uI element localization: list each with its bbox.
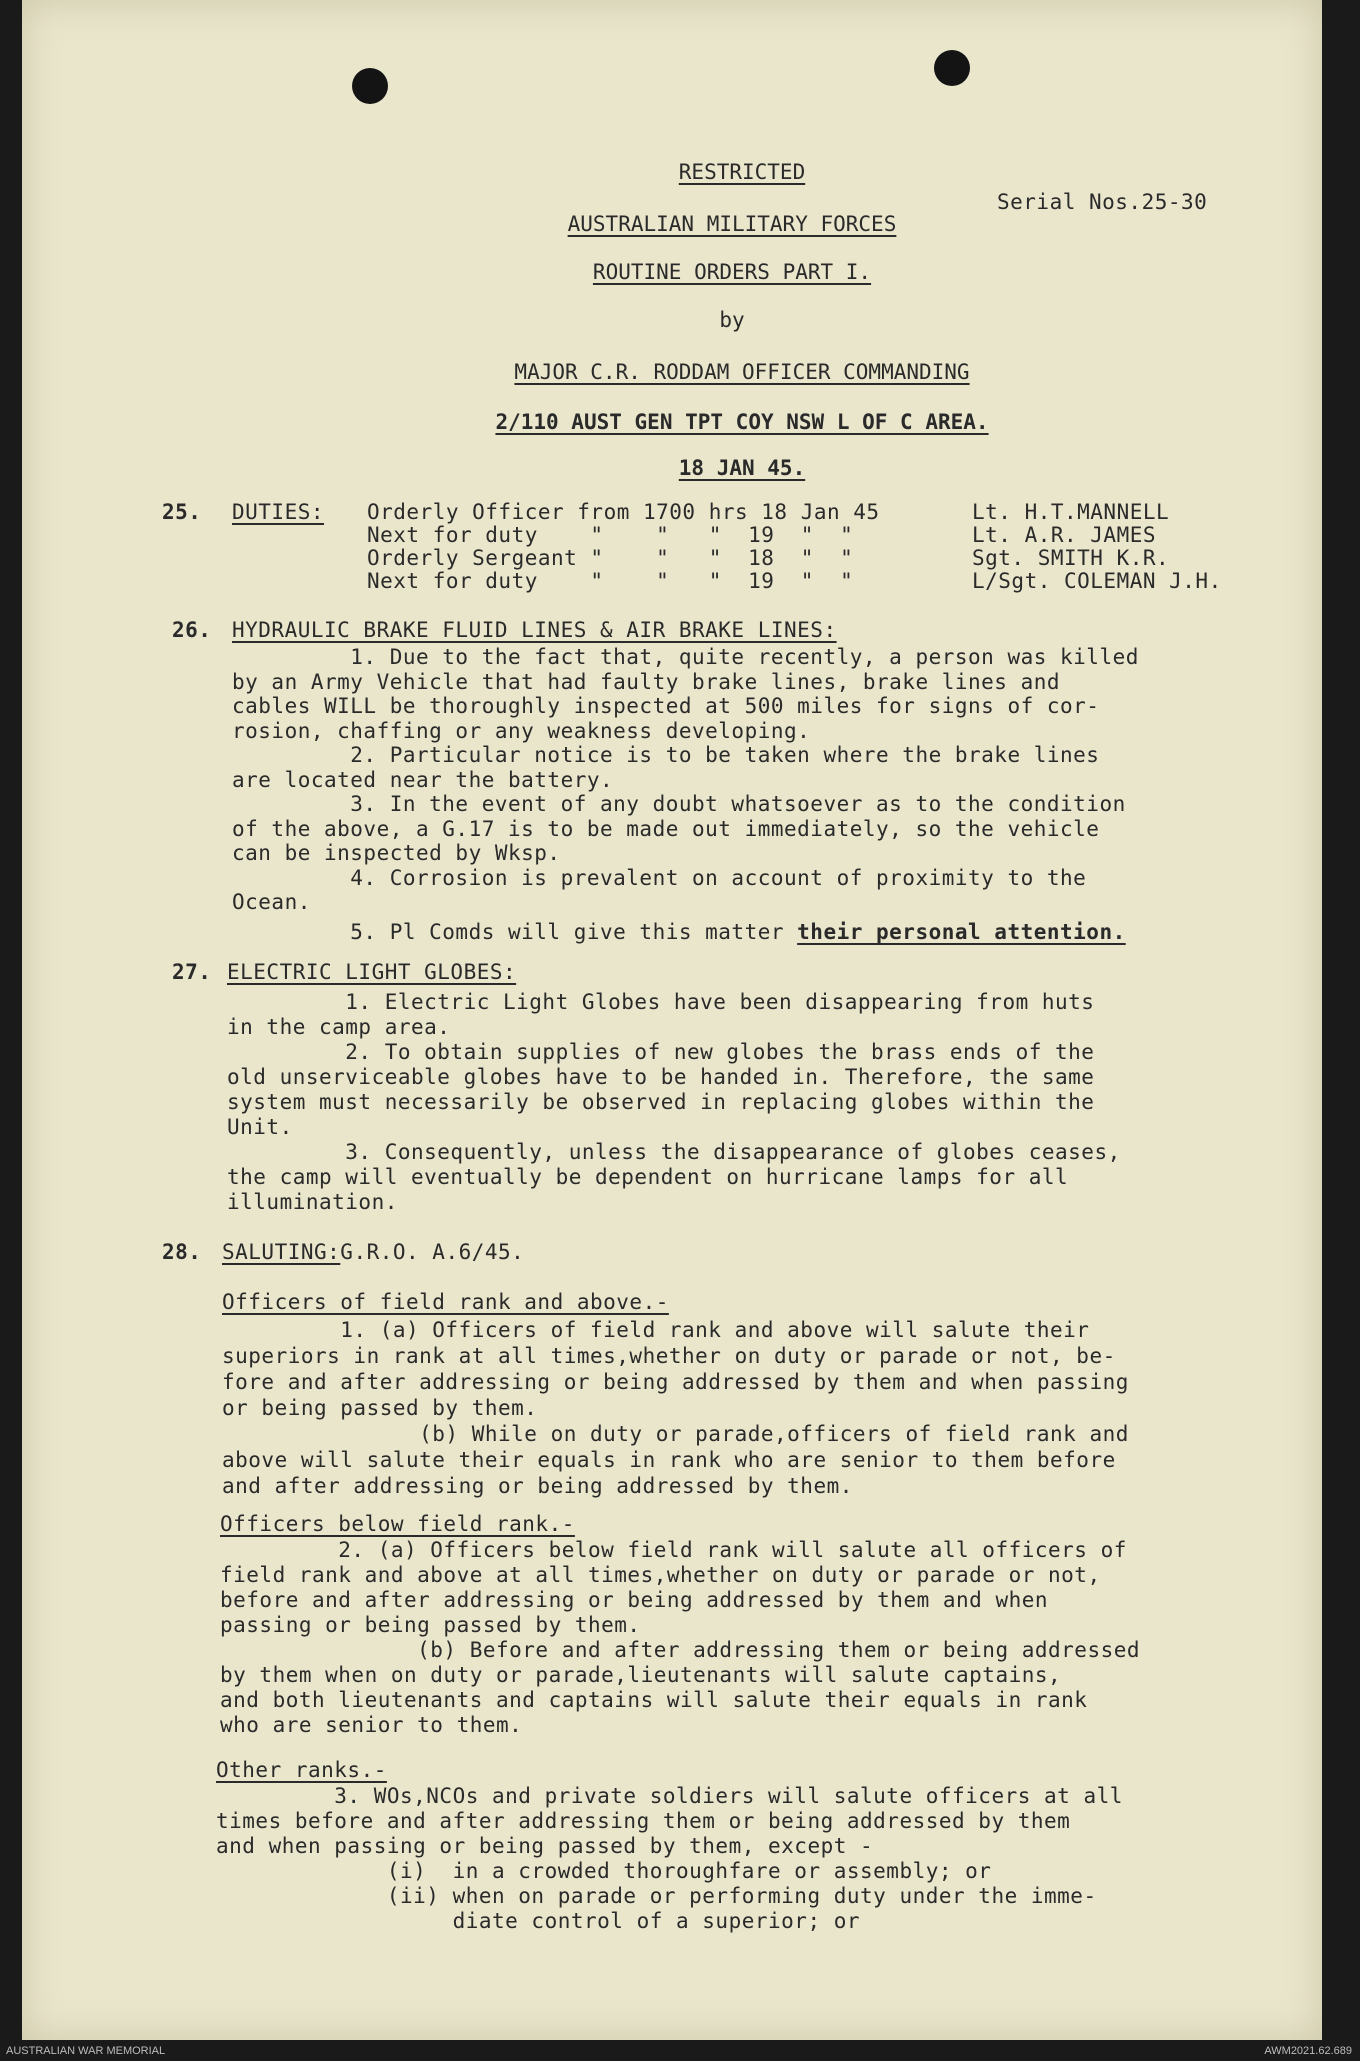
section-26-line: 4. Corrosion is prevalent on account of proximity to the bbox=[232, 865, 1087, 890]
field-rank-line: or being passed by them. bbox=[222, 1396, 538, 1420]
section-27-number: 27. bbox=[172, 960, 212, 984]
section-26-para-5 bbox=[232, 920, 1126, 944]
duty-row-description: Next for duty " " " 19 " " bbox=[367, 523, 854, 547]
duty-row-name: Sgt. SMITH K.R. bbox=[972, 546, 1170, 570]
field-rank-line: and after addressing or being addressed by them. bbox=[222, 1474, 853, 1498]
section-26-line: cables WILL be thoroughly inspected at 500 miles for signs of cor- bbox=[232, 694, 1100, 718]
date-line: 18 JAN 45. bbox=[678, 456, 806, 480]
subheading-below-field-rank: Officers below field rank.- bbox=[220, 1512, 575, 1536]
duty-row-name: Lt. H.T.MANNELL bbox=[972, 500, 1170, 524]
section-27-line: the camp will eventually be dependent on hurricane lamps for all bbox=[227, 1165, 1069, 1189]
below-field-rank-line: and both lieutenants and captains will salute their equals in rank bbox=[220, 1688, 1088, 1712]
below-field-rank-line: passing or being passed by them. bbox=[220, 1613, 641, 1637]
section-26-number: 26. bbox=[172, 618, 212, 642]
orders-heading: ROUTINE ORDERS PART I. bbox=[592, 260, 872, 284]
duty-row-description: Next for duty " " " 19 " " bbox=[367, 569, 854, 593]
document-page bbox=[22, 0, 1322, 2040]
section-26-line: can be inspected by Wksp. bbox=[232, 841, 561, 865]
footer-left: AUSTRALIAN WAR MEMORIAL bbox=[6, 2045, 166, 2057]
below-field-rank-line: by them when on duty or parade,lieutenants will salute captains, bbox=[220, 1663, 1062, 1687]
section-26-title: HYDRAULIC BRAKE FLUID LINES & AIR BRAKE LINES: bbox=[232, 618, 837, 642]
section-28-heading bbox=[222, 1240, 524, 1264]
section-26-line: by an Army Vehicle that had faulty brake lines, brake lines and bbox=[232, 669, 1061, 694]
section-26-line: are located near the battery. bbox=[232, 767, 614, 792]
below-field-rank-line: 2. (a) Officers below field rank will salute all officers of bbox=[220, 1538, 1127, 1562]
punch-hole-right bbox=[934, 50, 970, 86]
footer-right: AWM2021.62.689 bbox=[1264, 2045, 1352, 2057]
below-field-rank-line: who are senior to them. bbox=[220, 1713, 523, 1737]
section-27-line: 1. Electric Light Globes have been disappearing from huts bbox=[227, 990, 1095, 1014]
field-rank-line: above will salute their equals in rank who are senior to them before bbox=[222, 1448, 1116, 1472]
field-rank-line: (b) While on duty or parade,officers of field rank and bbox=[222, 1422, 1129, 1446]
punch-hole-left bbox=[352, 68, 388, 104]
duty-row-description: Orderly Sergeant " " " 18 " " bbox=[367, 546, 854, 570]
subheading-other-ranks: Other ranks.- bbox=[216, 1758, 387, 1782]
by-line: by bbox=[719, 308, 745, 332]
section-26-line: of the above, a G.17 is to be made out immediately, so the vehicle bbox=[232, 816, 1100, 841]
duty-row-name: L/Sgt. COLEMAN J.H. bbox=[972, 569, 1222, 593]
other-ranks-line: times before and after addressing them or being addressed by them bbox=[216, 1809, 1071, 1833]
classification: RESTRICTED bbox=[678, 160, 806, 184]
field-rank-line: 1. (a) Officers of field rank and above will salute their bbox=[222, 1318, 1090, 1342]
other-ranks-line: diate control of a superior; or bbox=[216, 1909, 861, 1933]
section-26-line: 1. Due to the fact that, quite recently, a person was killed bbox=[232, 645, 1139, 669]
section-27-line: system must necessarily be observed in replacing globes within the bbox=[227, 1090, 1095, 1114]
section-28-title: SALUTING: bbox=[222, 1240, 341, 1264]
field-rank-line: superiors in rank at all times,whether on duty or parade or not, be- bbox=[222, 1344, 1116, 1368]
commander-line: MAJOR C.R. RODDAM OFFICER COMMANDING bbox=[514, 360, 970, 384]
unit-line: 2/110 AUST GEN TPT COY NSW L OF C AREA. bbox=[495, 410, 989, 434]
below-field-rank-line: (b) Before and after addressing them or being addressed bbox=[220, 1638, 1141, 1662]
para-5-lead: 5. Pl Comds will give this matter bbox=[232, 920, 798, 944]
section-27-line: old unserviceable globes have to be handed in. Therefore, the same bbox=[227, 1065, 1095, 1089]
below-field-rank-line: before and after addressing or being addressed by them and when bbox=[220, 1588, 1049, 1612]
section-28-reference: G.R.O. A.6/45. bbox=[340, 1240, 525, 1264]
section-26-line: Ocean. bbox=[232, 890, 311, 914]
section-27-line: 3. Consequently, unless the disappearance of globes ceases, bbox=[227, 1140, 1121, 1164]
section-26-line: 3. In the event of any doubt whatsoever as to the condition bbox=[232, 792, 1126, 816]
other-ranks-line: (ii) when on parade or performing duty under the imme- bbox=[216, 1884, 1097, 1908]
other-ranks-line: and when passing or being passed by them, except - bbox=[216, 1834, 874, 1858]
section-26-line: rosion, chaffing or any weakness developing. bbox=[232, 718, 811, 743]
section-25-number: 25. bbox=[162, 500, 202, 524]
section-25-title: DUTIES: bbox=[232, 500, 325, 524]
below-field-rank-line: field rank and above at all times,whether on duty or parade or not, bbox=[220, 1563, 1101, 1587]
serial-numbers: Serial Nos.25-30 bbox=[997, 190, 1208, 214]
section-27-title: ELECTRIC LIGHT GLOBES: bbox=[227, 960, 517, 984]
section-27-line: illumination. bbox=[227, 1190, 398, 1214]
section-27-line: Unit. bbox=[227, 1115, 293, 1139]
duty-row-name: Lt. A.R. JAMES bbox=[972, 523, 1157, 547]
duty-row-description: Orderly Officer from 1700 hrs 18 Jan 45 bbox=[367, 500, 880, 524]
para-5-emphasis: their personal attention. bbox=[797, 920, 1126, 944]
section-27-line: 2. To obtain supplies of new globes the brass ends of the bbox=[227, 1040, 1095, 1064]
section-27-line: in the camp area. bbox=[227, 1015, 451, 1039]
force-heading: AUSTRALIAN MILITARY FORCES bbox=[567, 212, 897, 236]
other-ranks-line: 3. WOs,NCOs and private soldiers will salute officers at all bbox=[216, 1784, 1123, 1808]
section-28-number: 28. bbox=[162, 1240, 202, 1264]
other-ranks-line: (i) in a crowded thoroughfare or assembly; or bbox=[216, 1859, 992, 1883]
section-26-line: 2. Particular notice is to be taken where the brake lines bbox=[232, 743, 1100, 767]
subheading-field-rank: Officers of field rank and above.- bbox=[222, 1290, 669, 1314]
field-rank-line: fore and after addressing or being addressed by them and when passing bbox=[222, 1370, 1129, 1394]
